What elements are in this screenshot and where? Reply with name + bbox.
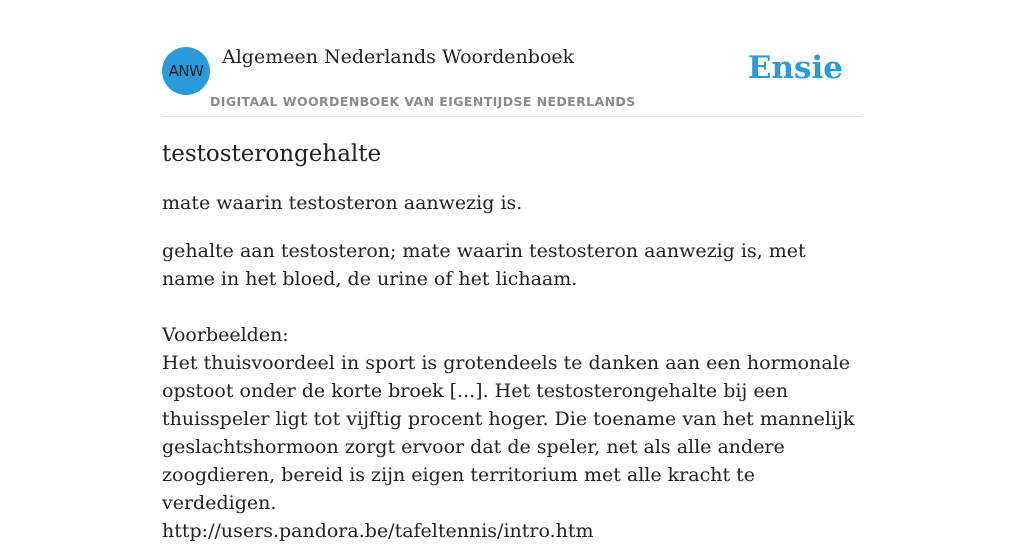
example-quote: Het thuisvoordeel in sport is grotendeels te danken aan een hormonale opstoot onder de korte broek [...]. Het testosterongehalte bij een thuisspeler ligt tot vijftig procent hoger. Die toename van het mannelijk geslachtshormoon zorgt ervoor dat de speler, net als alle andere zoogdieren, bereid is zijn eigen territorium met alle kracht te verdedigen. xyxy=(162,352,855,514)
site-header xyxy=(162,0,862,117)
entry-definition: gehalte aan testosteron; mate waarin testosteron aanwezig is, met name in het bloed, de urine of het lichaam. xyxy=(162,240,806,290)
page-container xyxy=(162,0,862,545)
ensie-brand-link[interactable]: Ensie xyxy=(747,50,843,86)
entry-summary: mate waarin testosteron aanwezig is. xyxy=(162,192,523,214)
site-title[interactable]: Algemeen Nederlands Woordenboek xyxy=(222,46,575,68)
anw-logo[interactable] xyxy=(162,47,210,95)
source-url: http://users.pandora.be/tafeltennis/intro.htm xyxy=(162,520,594,542)
examples-label: Voorbeelden: xyxy=(162,324,289,346)
site-subtitle: DIGITAAL WOORDENBOEK VAN EIGENTIJDSE NEDERLANDS xyxy=(210,94,636,109)
entry-content xyxy=(162,117,862,545)
entry-headword: testosterongehalte xyxy=(162,141,382,167)
logo-text: ANW xyxy=(168,62,204,80)
paragraph-spacer xyxy=(162,293,862,321)
